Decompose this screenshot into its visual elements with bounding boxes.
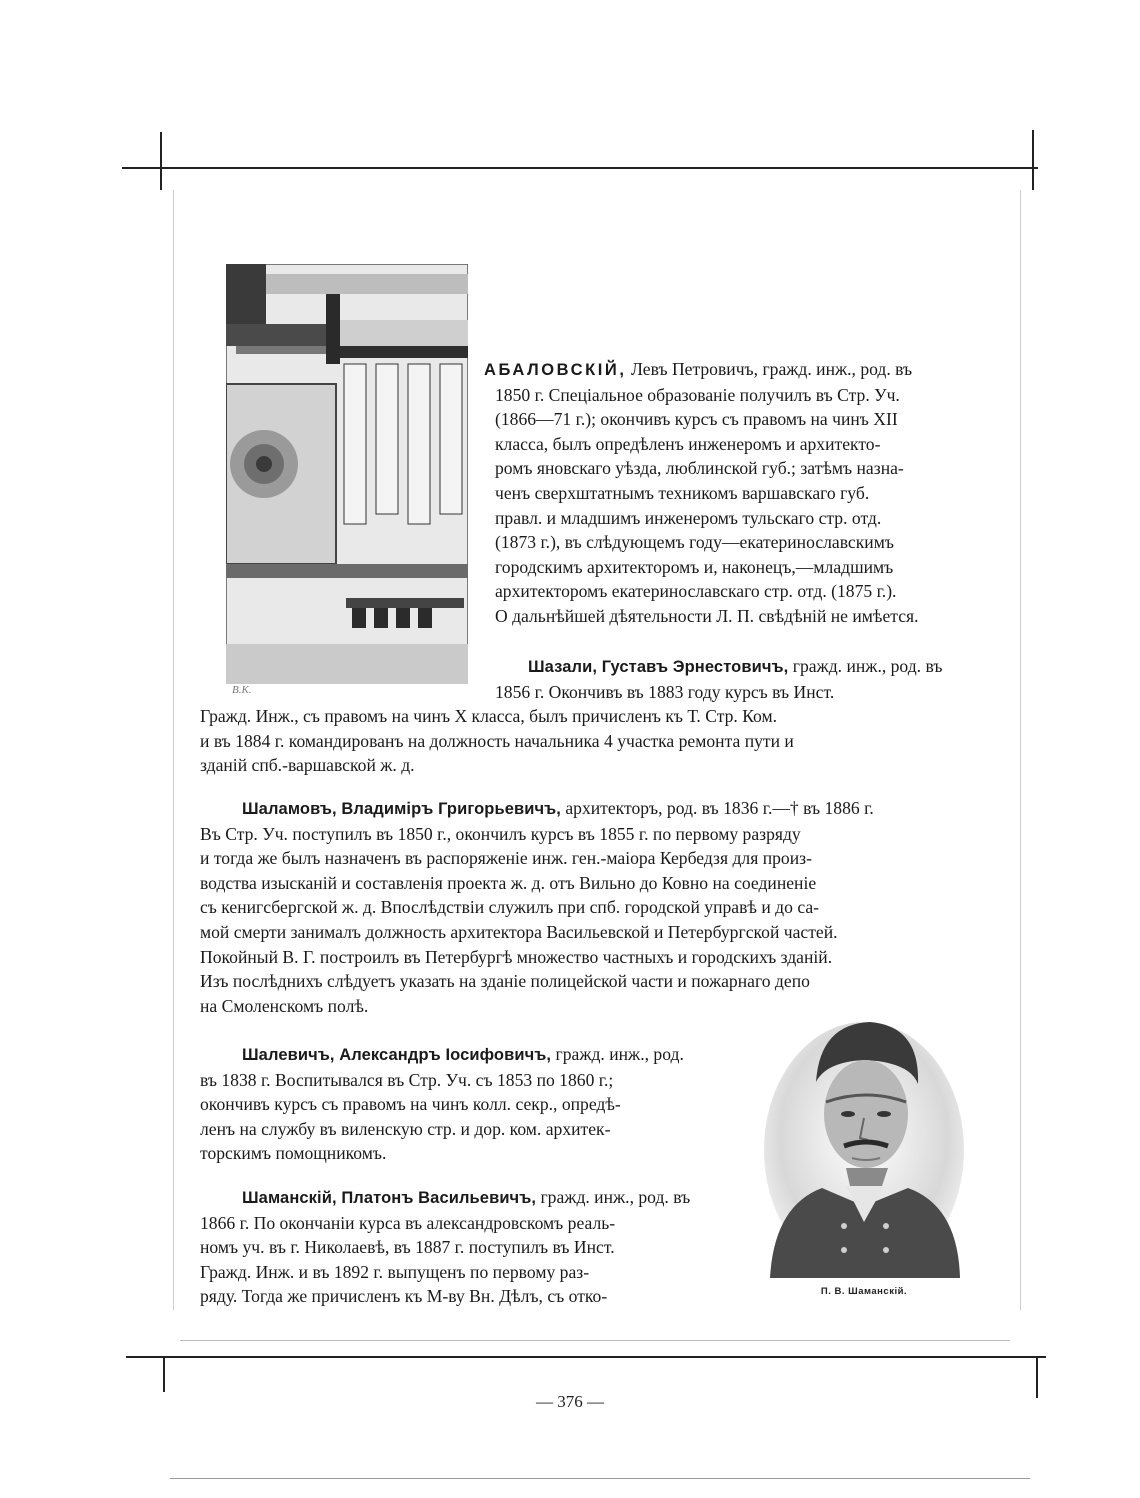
bottom-rule [126, 1356, 1046, 1358]
left-rule-bottom [163, 1356, 165, 1392]
ornament-signature: В.К. [232, 684, 252, 696]
right-rule [1032, 130, 1034, 190]
scan-mark-bottom [170, 1478, 1030, 1479]
portrait-photo [760, 1010, 968, 1278]
left-rule [160, 132, 162, 190]
entry-shamansky: Шаманскій, Платонъ Васильевичъ, гражд. инж., род. въ 1866 г. По окончаніи курса въ александровскомъ реаль- номъ уч. въ г. Николаевѣ, въ 1887 г. поступилъ въ Инст. Гражд. Инж. и въ 1892 г. выпущенъ по первому раз- ряду. Тогда же причисленъ къ М-ву Вн. Дѣлъ, съ отко- [200, 1187, 691, 1307]
entry-name: АБАЛОВСКІЙ, [484, 361, 627, 379]
entry-name: Шалевичъ, Александръ Іосифовичъ, [242, 1046, 552, 1064]
left-margin-line [173, 190, 174, 1310]
entry-shalevich: Шалевичъ, Александръ Іосифовичъ, гражд. инж., род. въ 1838 г. Воспитывался въ Стр. Уч. съ 1853 по 1860 г.; окончивъ курсъ съ правомъ на чинъ колл. секр., опредѣ- ленъ на службу въ виленскую стр. и дор. ком. архитек- торскимъ помощникомъ. [200, 1044, 684, 1164]
footer-faint-rule [180, 1340, 1010, 1341]
entry-shalamov: Шаламовъ, Владиміръ Григорьевичъ, архитекторъ, род. въ 1836 г.—† въ 1886 г. Въ Стр. Уч. поступилъ въ 1850 г., окончилъ курсъ въ 1855 г. по первому разряду и тогда же былъ назначенъ въ распоряженіе инж. ген.-маіора Кербедзя для произ- водства изысканій и составленія проекта ж. д. отъ Вильно до Ковно на соединеніе съ кенигсбергской ж. д. Впослѣдствіи служилъ при спб. городской управѣ и до са- мой смерти занималъ должность архитектора Васильевской и Петербургской частей. Покойный В. Г. построилъ въ Петербургѣ множество частныхъ и городскихъ зданій. Изъ послѣднихъ слѣдуетъ указать на зданіе полицейской части и пожарнаго депо на Смоленскомъ полѣ. [200, 798, 874, 1016]
entry-name: Шазали, Густавъ Эрнестовичъ, [528, 658, 789, 676]
entry-name: Шаманскій, Платонъ Васильевичъ, [242, 1189, 537, 1207]
right-margin-line [1020, 190, 1021, 1310]
entry-text: АБАЛОВСКІЙ, Левъ Петровичъ, гражд. инж., род. въ [484, 359, 913, 379]
right-rule-bottom [1036, 1356, 1038, 1398]
entry-shazali: Шазали, Густавъ Эрнестовичъ, гражд. инж., род. въ 1856 г. Окончивъ въ 1883 году курсъ въ Инст. Гражд. Инж., съ правомъ на чинъ X класса, былъ причисленъ къ Т. Стр. Ком. и въ 1884 г. командированъ на должность начальника 4 участка ремонта пути и зданій спб.-варшавской ж. д. [200, 656, 943, 776]
entry-abalovsky: АБАЛОВСКІЙ, Левъ Петровичъ, гражд. инж., род. въ 1850 г. Спеціальное образованіе получилъ въ Стр. Уч. (1866—71 г.); окончивъ курсъ съ правомъ на чинъ XII класса, былъ опредѣленъ инженеромъ и архитекто- ромъ яновскаго уѣзда, люблинской губ.; затѣмъ назна- ченъ сверхштатнымъ техникомъ варшавскаго губ. правл. и младшимъ инженеромъ тульскаго стр. отд. (1873 г.), въ слѣдующемъ году—екатеринославскимъ городскимъ архитекторомъ и, наконецъ,—младшимъ архитекторомъ екатеринославскаго стр. отд. (1875 г.). О дальнѣйшей дѣятельности Л. П. свѣдѣній не имѣется. [484, 357, 988, 629]
portrait-caption: П. В. Шаманскій. [820, 1286, 908, 1297]
top-rule [122, 167, 1038, 169]
page-number: — 376 — [536, 1392, 604, 1411]
ornament-illustration [226, 264, 468, 684]
entry-name: Шаламовъ, Владиміръ Григорьевичъ, [242, 800, 561, 818]
